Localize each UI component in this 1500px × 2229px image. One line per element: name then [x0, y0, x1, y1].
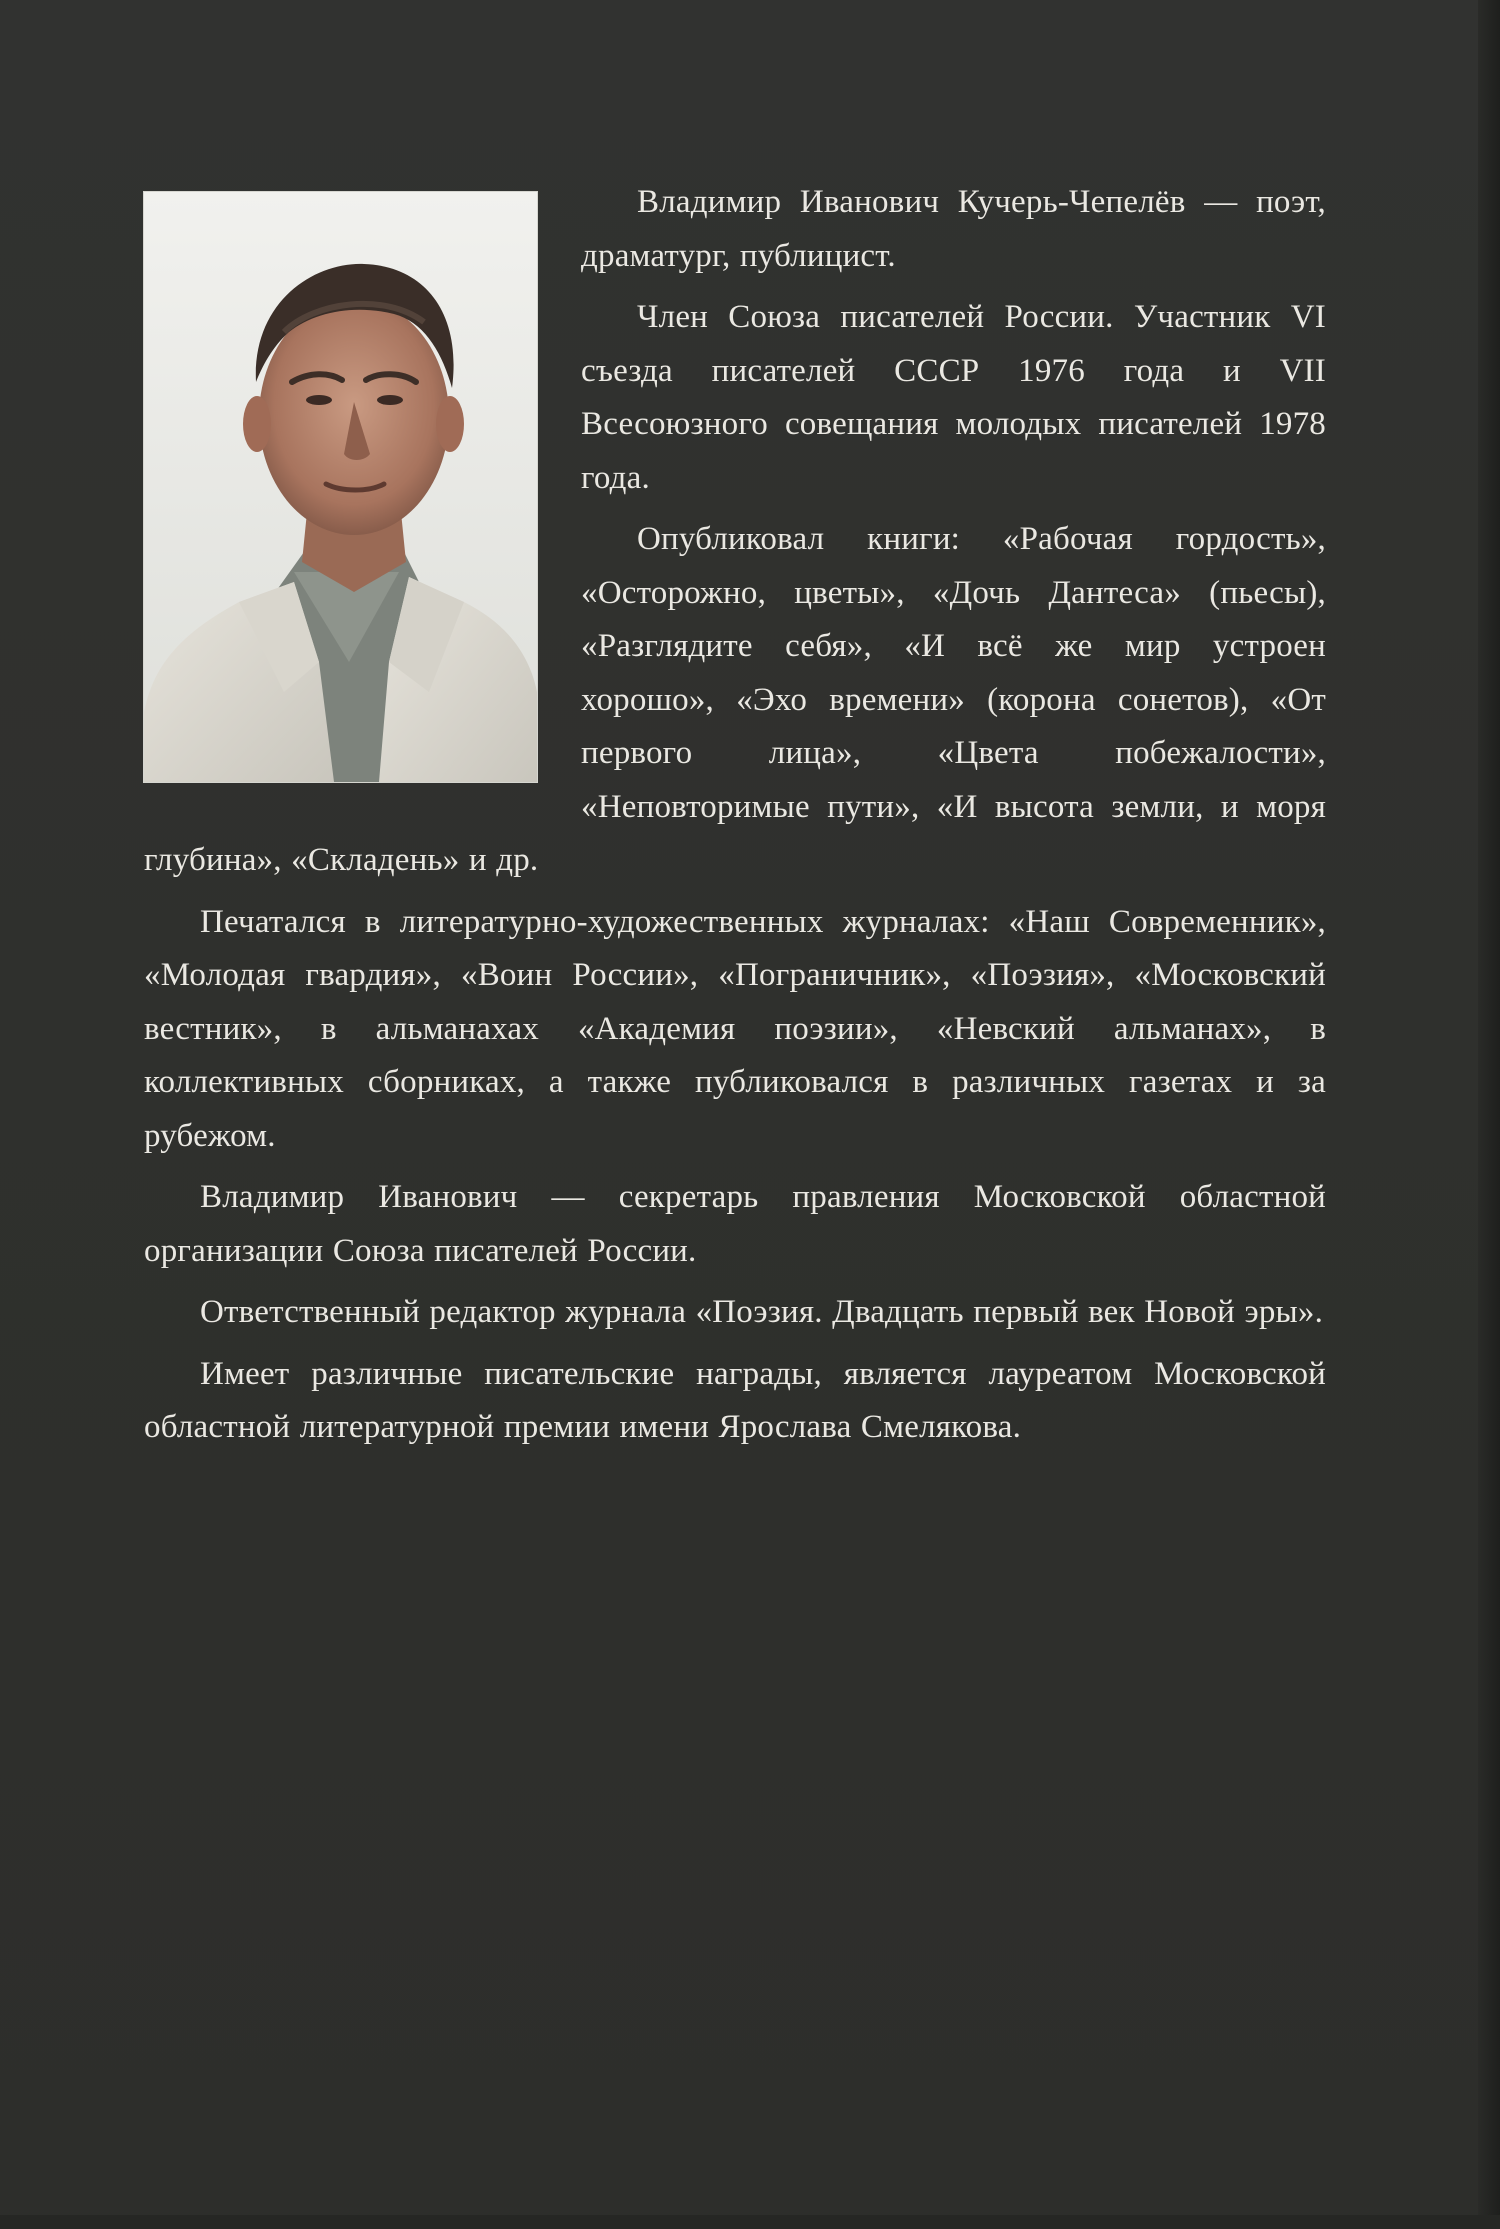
bio-paragraph-6: Ответственный редактор журнала «Поэзия. Двадцать первый век Новой эры».	[200, 1294, 1324, 1330]
bio-paragraph-2: Член Союза писателей России. Участник VI съезда писателей СССР 1976 года и VII Всесоюзного совещания молодых писателей 1978 года.	[581, 299, 1326, 496]
cover-edge-right	[1478, 0, 1500, 2229]
bio-paragraph-3: Опубликовал книги: «Рабочая гордость», «Осторожно, цветы», «Дочь Дантеса» (пьесы), «Разглядите себя», «И всё же мир устроен хорошо», «Эхо времени» (корона сонетов), «От первого лица», «Цвета побежалости», «Неповторимые пути», «И высота земли, и моря глубина», «Складень» и др.	[144, 521, 1326, 878]
bio-paragraph-1: Владимир Иванович Кучерь-Чепелёв — поэт, драматург, публицист.	[581, 184, 1326, 274]
bio-paragraph-5: Владимир Иванович — секретарь правления Московской областной организации Союза писателей России.	[144, 1179, 1326, 1269]
cover-edge-bottom	[0, 2215, 1500, 2229]
author-portrait-photo	[144, 192, 537, 782]
bio-paragraph-7: Имеет различные писательские награды, является лауреатом Московской областной литературной премии имени Ярослава Смелякова.	[144, 1355, 1326, 1445]
portrait-illustration	[144, 192, 537, 782]
bio-paragraph-4: Печатался в литературно-художественных журналах: «Наш Современник», «Молодая гвардия», «Воин России», «Пограничник», «Поэзия», «Московский вестник», в альманахах «Академия поэзии», «Невский альманах», в коллективных сборниках, а также публиковался в различных газетах и за рубежом.	[144, 903, 1326, 1154]
